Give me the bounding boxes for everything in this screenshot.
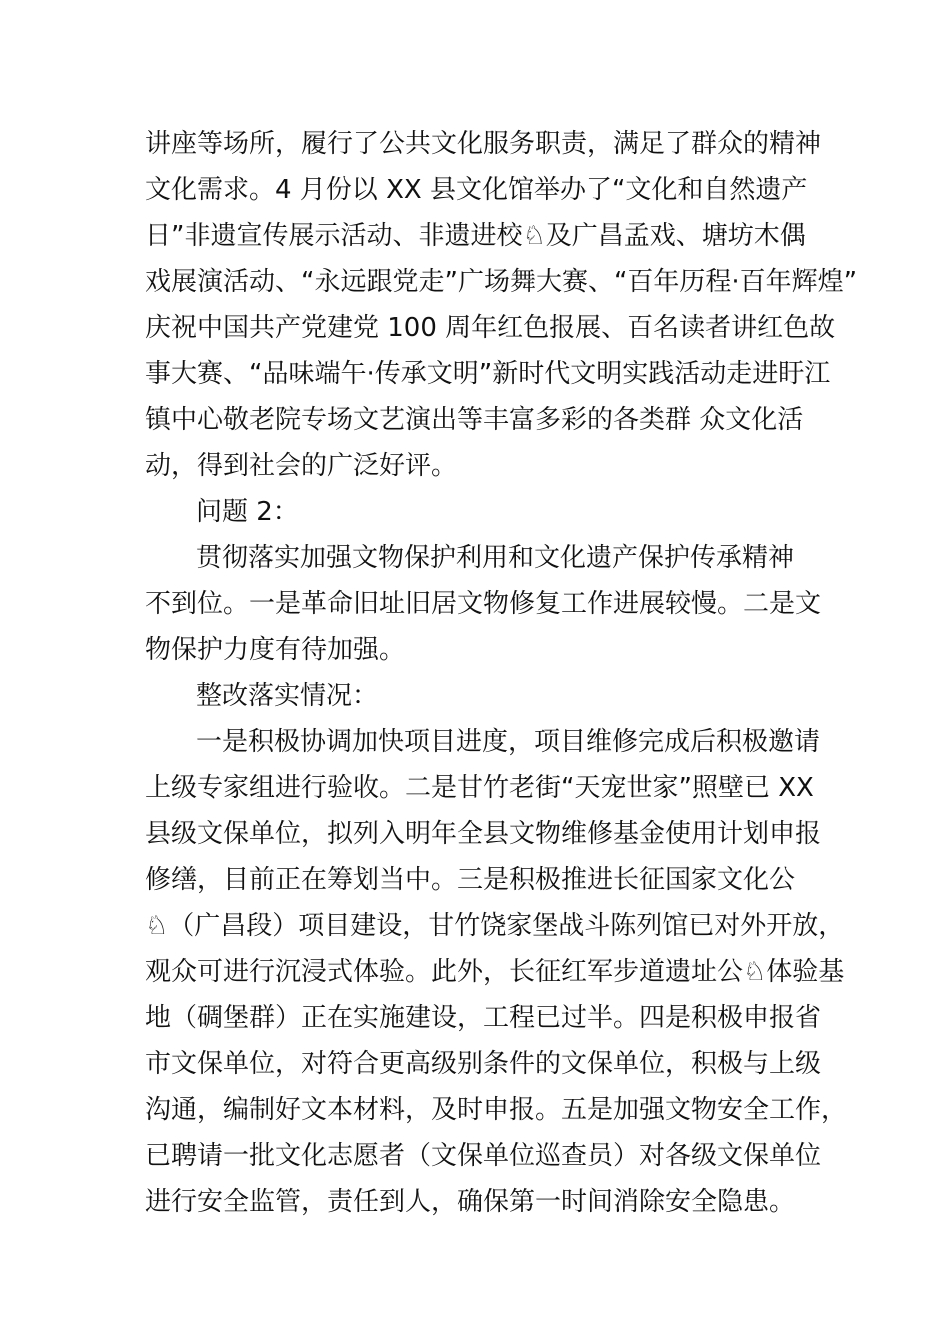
text-line: 地（碉堡群）正在实施建设，工程已过半。四是积极申报省 xyxy=(145,1003,822,1033)
text-line: 县级文保单位，拟列入明年全县文物维修基金使用计划申报 xyxy=(145,819,822,849)
text-line: 进行安全监管，责任到人，确保第一时间消除安全隐患。 xyxy=(145,1187,796,1217)
text-line: 讲座等场所，履行了公共文化服务职责，满足了群众的精神 xyxy=(145,129,822,159)
text-line: 物保护力度有待加强。 xyxy=(145,635,406,665)
text-line: ♘（广昌段）项目建设，甘竹饶家堡战斗陈列馆已对外开放， xyxy=(145,911,845,941)
text-line: 事大赛、“品味端午·传承文明”新时代文明实践活动走进盱江 xyxy=(145,359,831,389)
text-line: 上级专家组进行验收。二是甘竹老街“天宠世家”照壁已 XX xyxy=(145,773,814,803)
text-line: 一是积极协调加快项目进度，项目维修完成后积极邀请 xyxy=(196,727,821,757)
text-line: 观众可进行沉浸式体验。此外，长征红军步道遗址公♘体验基 xyxy=(145,957,845,987)
section-heading: 问题 2： xyxy=(196,497,299,527)
text-line: 庆祝中国共产党建党 100 周年红色报展、百名读者讲红色故 xyxy=(145,313,836,343)
text-line: 日”非遗宣传展示活动、非遗进校♘及广昌孟戏、塘坊木偶 xyxy=(145,221,806,251)
text-line: 动，得到社会的广泛好评。 xyxy=(145,451,458,481)
text-line: 沟通，编制好文本材料，及时申报。五是加强文物安全工作， xyxy=(145,1095,848,1125)
text-line: 戏展演活动、“永远跟党走”广场舞大赛、“百年历程·百年辉煌” xyxy=(145,267,858,297)
text-line: 市文保单位，对符合更高级别条件的文保单位，积极与上级 xyxy=(145,1049,822,1079)
text-line: 已聘请一批文化志愿者（文保单位巡查员）对各级文保单位 xyxy=(145,1141,822,1171)
text-line: 不到位。一是革命旧址旧居文物修复工作进展较慢。二是文 xyxy=(145,589,822,619)
text-line: 文化需求。4 月份以 XX 县文化馆举办了“文化和自然遗产 xyxy=(145,175,808,205)
text-line: 贯彻落实加强文物保护利用和文化遗产保护传承精神 xyxy=(196,543,795,573)
text-line: 镇中心敬老院专场文艺演出等丰富多彩的各类群 众文化活 xyxy=(145,405,804,435)
text-line: 修缮，目前正在筹划当中。三是积极推进长征国家文化公 xyxy=(145,865,796,895)
section-heading: 整改落实情况： xyxy=(196,681,379,711)
